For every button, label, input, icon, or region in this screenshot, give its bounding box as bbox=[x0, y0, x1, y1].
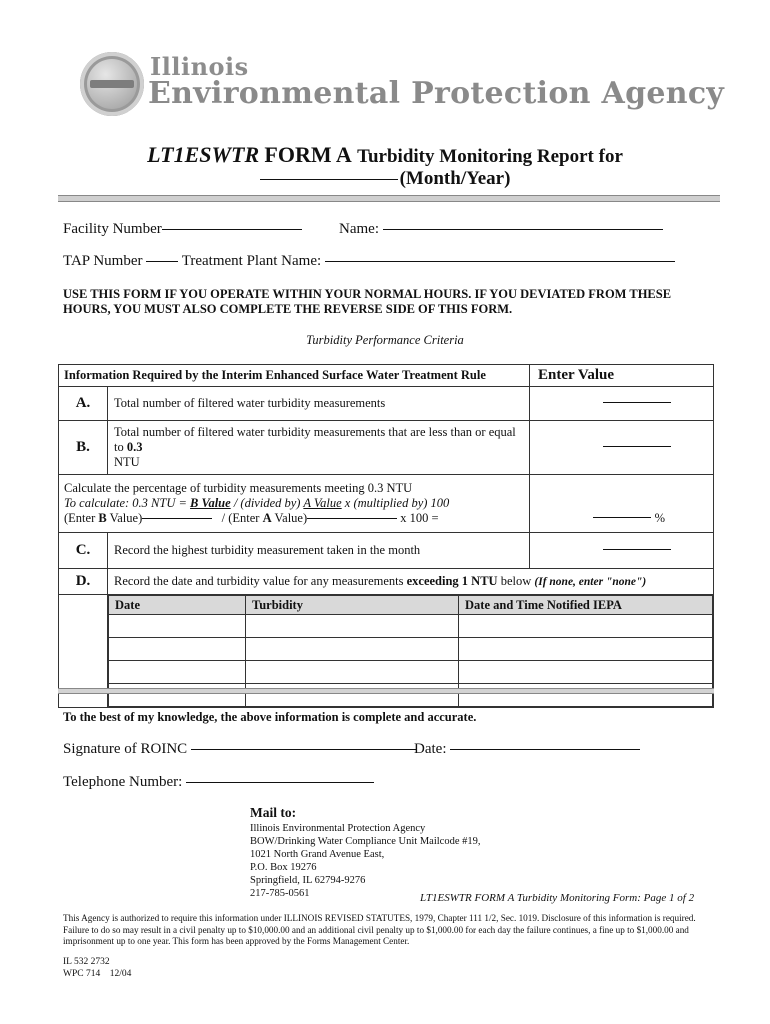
row-d-text: Record the date and turbidity value for any measurements bbox=[114, 574, 407, 588]
form-title bbox=[0, 142, 770, 168]
logo-state-text: Illinois bbox=[150, 52, 249, 81]
form-title-rest: Turbidity Monitoring Report for bbox=[357, 146, 623, 167]
form-code: LT1ESWTR bbox=[147, 142, 260, 167]
col-notified: Date and Time Notified IEPA bbox=[459, 596, 713, 615]
certification-statement: To the best of my knowledge, the above information is complete and accurate. bbox=[63, 710, 477, 724]
turbidity-cell[interactable] bbox=[246, 638, 459, 661]
address-line: BOW/Drinking Water Compliance Unit Mailcode #19, bbox=[250, 836, 481, 847]
row-b-unit: NTU bbox=[114, 455, 140, 469]
legal-notice: This Agency is authorized to require this information under ILLINOIS REVISED STATUTES, 1979, Chapter 111 1/2, Sec. 1019. Disclosure of this information is required. Failure to do so may result in a civil penalty up to $10,000.00 and an additional civil penalty up to $1,000.00 for each day the failure continues, a fine up to $1,000.00 and imprisonment up to one year. This form has been approved by the Forms Management Center. bbox=[63, 913, 696, 946]
facility-number-label: Facility Number bbox=[63, 221, 162, 237]
calc-multiplied: x (multiplied by) 100 bbox=[341, 496, 450, 510]
form-number-line2: WPC 714 12/04 bbox=[63, 968, 132, 979]
month-year-label: (Month/Year) bbox=[399, 168, 511, 189]
name-label: Name: bbox=[339, 221, 379, 237]
row-b-value bbox=[530, 421, 714, 475]
form-letter: FORM A bbox=[264, 142, 352, 167]
form-number bbox=[63, 957, 131, 980]
table-header-value: Enter Value bbox=[530, 365, 714, 387]
address-line: 217-785-0561 bbox=[250, 888, 310, 899]
row-d-description bbox=[108, 569, 714, 595]
telephone-label: Telephone Number: bbox=[63, 774, 183, 790]
row-b-description bbox=[108, 421, 530, 475]
address-line: P.O. Box 19276 bbox=[250, 862, 317, 873]
calc-a-value: A Value bbox=[303, 496, 342, 510]
calc-b-letter: B bbox=[98, 511, 107, 525]
table-header-info: Information Required by the Interim Enhanced Surface Water Treatment Rule bbox=[59, 365, 530, 387]
calc-divided: / (divided by) bbox=[230, 496, 304, 510]
signature-field bbox=[63, 741, 417, 758]
month-year-blank[interactable] bbox=[260, 179, 398, 180]
signature-input[interactable] bbox=[191, 749, 417, 750]
turbidity-cell[interactable] bbox=[246, 661, 459, 684]
turbidity-cell[interactable] bbox=[246, 684, 459, 707]
facility-number-input[interactable] bbox=[162, 229, 302, 230]
row-c-text: Record the highest turbidity measurement taken in the month bbox=[108, 533, 530, 569]
row-d-below: below bbox=[497, 574, 535, 588]
criteria-heading: Turbidity Performance Criteria bbox=[306, 333, 464, 347]
table-bottom-divider bbox=[58, 688, 714, 694]
form-number-line1: IL 532 2732 bbox=[63, 957, 110, 967]
notified-cell[interactable] bbox=[459, 684, 713, 707]
notified-cell[interactable] bbox=[459, 661, 713, 684]
name-field bbox=[339, 221, 663, 238]
tap-number-field bbox=[63, 253, 675, 270]
telephone-input[interactable] bbox=[186, 782, 374, 783]
calc-percent-cell bbox=[530, 475, 714, 533]
row-d-threshold: exceeding 1 NTU bbox=[406, 574, 498, 588]
col-turbidity: Turbidity bbox=[246, 596, 459, 615]
date-field bbox=[414, 741, 640, 758]
page-indicator: LT1ESWTR FORM A Turbidity Monitoring Form: Page 1 of 2 bbox=[420, 892, 695, 904]
address-line: 1021 North Grand Avenue East, bbox=[250, 849, 385, 860]
calc-enter-a: / (Enter bbox=[221, 511, 263, 525]
instructions-text: USE THIS FORM IF YOU OPERATE WITHIN YOUR NORMAL HOURS. IF YOU DEVIATED FROM THESE HOURS, YOU MUST ALSO COMPLETE THE REVERSE SIDE OF THIS FORM. bbox=[63, 287, 672, 316]
row-c-input[interactable] bbox=[603, 549, 671, 550]
tap-number-input[interactable] bbox=[146, 261, 178, 262]
date-cell[interactable] bbox=[109, 684, 246, 707]
header-divider bbox=[58, 195, 720, 202]
agency-seal-icon bbox=[80, 52, 144, 116]
calc-times-100: x 100 = bbox=[400, 511, 439, 525]
date-cell[interactable] bbox=[109, 615, 246, 638]
date-cell[interactable] bbox=[109, 661, 246, 684]
row-d-note: (If none, enter "none") bbox=[534, 576, 647, 588]
calc-block bbox=[59, 475, 530, 533]
table-row bbox=[109, 661, 713, 684]
calc-a-input[interactable] bbox=[307, 518, 397, 519]
address-line: Illinois Environmental Protection Agency bbox=[250, 823, 426, 834]
row-b-text: Total number of filtered water turbidity measurements that are less than or equal to bbox=[114, 425, 516, 454]
row-d-letter: D. bbox=[59, 569, 108, 595]
row-a-letter: A. bbox=[59, 387, 108, 421]
row-c-value bbox=[530, 533, 714, 569]
calc-a-letter: A bbox=[262, 511, 272, 525]
calc-enter-b: (Enter bbox=[64, 511, 99, 525]
calc-b-suffix: Value) bbox=[106, 511, 143, 525]
col-date: Date bbox=[109, 596, 246, 615]
row-c-letter: C. bbox=[59, 533, 108, 569]
address-line: Springfield, IL 62794-9276 bbox=[250, 875, 366, 886]
facility-number-field bbox=[63, 221, 302, 238]
table-row bbox=[109, 638, 713, 661]
logo-agency-text: Environmental Protection Agency bbox=[148, 76, 725, 111]
name-input[interactable] bbox=[383, 229, 663, 230]
row-b-input[interactable] bbox=[603, 446, 671, 447]
percent-sign: % bbox=[654, 511, 665, 525]
calc-b-value: B Value bbox=[190, 496, 231, 510]
treatment-plant-input[interactable] bbox=[325, 261, 675, 262]
calc-line-2 bbox=[64, 496, 524, 511]
calc-formula-prefix: To calculate: 0.3 NTU = bbox=[64, 496, 191, 510]
mail-to-label: Mail to: bbox=[250, 805, 297, 820]
notified-cell[interactable] bbox=[459, 638, 713, 661]
turbidity-cell[interactable] bbox=[246, 615, 459, 638]
calc-a-suffix: Value) bbox=[271, 511, 308, 525]
calc-line-3 bbox=[64, 511, 524, 526]
row-b-letter: B. bbox=[59, 421, 108, 475]
row-a-value bbox=[530, 387, 714, 421]
row-a-text: Total number of filtered water turbidity measurements bbox=[108, 387, 530, 421]
signature-label: Signature of ROINC bbox=[63, 741, 188, 757]
row-a-input[interactable] bbox=[603, 402, 671, 403]
percent-input[interactable] bbox=[593, 517, 651, 518]
treatment-plant-label: Treatment Plant Name: bbox=[181, 253, 322, 269]
table-row bbox=[109, 615, 713, 638]
date-label: Date: bbox=[414, 741, 447, 757]
calc-line-1: Calculate the percentage of turbidity measurements meeting 0.3 NTU bbox=[64, 481, 413, 495]
month-year-line bbox=[0, 168, 770, 190]
mail-address bbox=[250, 822, 481, 900]
date-input[interactable] bbox=[450, 749, 640, 750]
tap-number-label: TAP Number bbox=[63, 253, 143, 269]
table-row bbox=[109, 684, 713, 707]
notified-cell[interactable] bbox=[459, 615, 713, 638]
telephone-field bbox=[63, 774, 374, 791]
row-b-threshold: 0.3 bbox=[126, 440, 143, 454]
calc-b-input[interactable] bbox=[142, 518, 212, 519]
criteria-table bbox=[58, 364, 714, 708]
date-cell[interactable] bbox=[109, 638, 246, 661]
